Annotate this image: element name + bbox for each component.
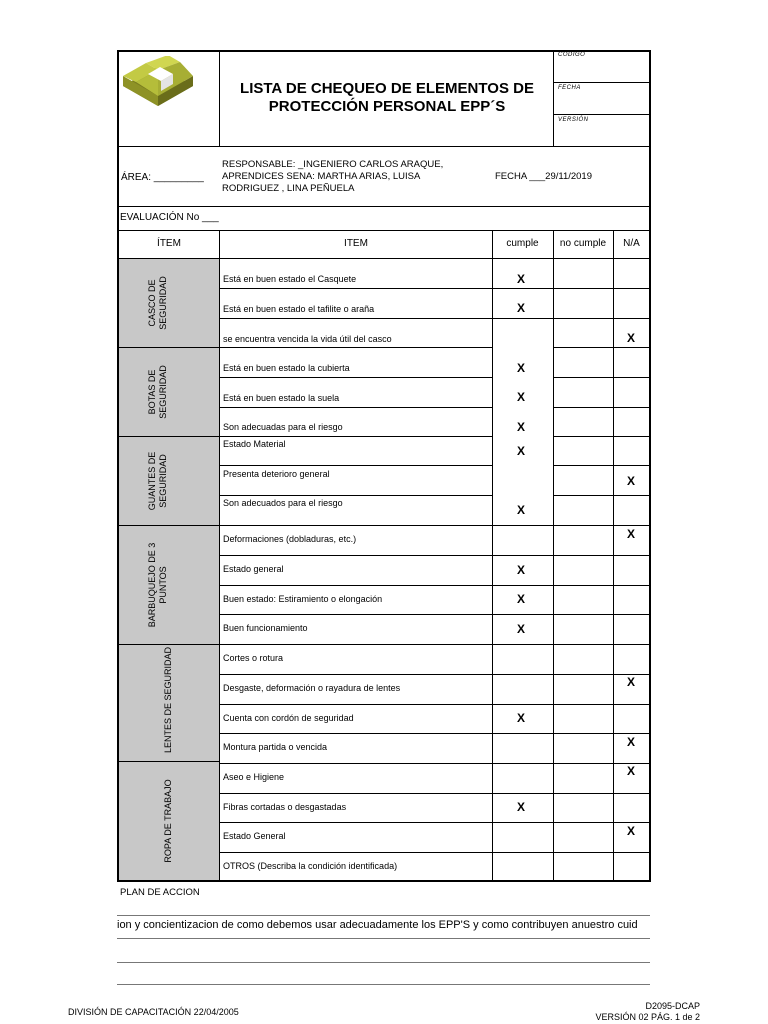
codigo-label: CODIGO [558, 52, 586, 58]
checklist-item: Deformaciones (dobladuras, etc.) [223, 534, 357, 544]
divider [117, 258, 650, 259]
divider [553, 318, 650, 319]
mark-cumple: X [516, 301, 525, 315]
document-title [222, 80, 552, 116]
divider [553, 585, 650, 586]
divider [553, 525, 650, 526]
mark-cumple: X [516, 503, 525, 517]
checklist-item: Está en buen estado la suela [223, 393, 340, 403]
mark-na: X [626, 331, 635, 345]
divider [117, 146, 650, 147]
divider [492, 585, 553, 586]
mark-na: X [626, 527, 635, 541]
responsable-line-2: APRENDICES SENA: MARTHA ARIAS, LUISA [222, 171, 421, 182]
divider [219, 495, 492, 496]
divider [219, 585, 492, 586]
divider [492, 704, 553, 705]
divider [553, 644, 650, 645]
divider [492, 644, 553, 645]
checklist-item: Está en buen estado el tafilite o araña [223, 304, 375, 314]
frame-top [117, 50, 651, 52]
checklist-item: Montura partida o vencida [223, 742, 328, 752]
footer-code: D2095-DCAP [645, 1001, 700, 1011]
column-header-no-cumple: no cumple [559, 238, 607, 249]
divider [219, 318, 492, 319]
divider [219, 733, 492, 734]
divider [219, 555, 492, 556]
mark-cumple: X [516, 622, 525, 636]
divider [219, 763, 492, 764]
divider [117, 347, 220, 348]
column-header-category: ÍTEM [157, 238, 181, 249]
divider [219, 288, 492, 289]
divider [492, 525, 553, 526]
plan-text-content: ion y concientizacion de como debemos usar adecuadamente los EPP'S y como contribuyen anuestro cuid [117, 919, 638, 931]
plan-line [117, 984, 650, 985]
version-label: VERSIÓN [558, 117, 589, 123]
divider [553, 555, 650, 556]
divider [553, 347, 650, 348]
divider [492, 614, 553, 615]
area-field: ÁREA: _________ [121, 172, 204, 183]
checklist-item: Estado Material [223, 439, 286, 449]
divider [219, 704, 492, 705]
checklist-item: OTROS (Describa la condición identificada) [223, 861, 398, 871]
divider [117, 644, 220, 645]
mark-cumple: X [516, 444, 525, 458]
divider [219, 822, 492, 823]
mark-na: X [626, 675, 635, 689]
checklist-item: Son adecuadas para el riesgo [223, 422, 343, 432]
divider [219, 377, 492, 378]
plan-line [117, 938, 650, 939]
plan-label: PLAN DE ACCION [120, 887, 200, 898]
checklist-item: Cuenta con cordón de seguridad [223, 713, 354, 723]
checklist-item: Cortes o rotura [223, 653, 284, 663]
divider [553, 50, 554, 147]
category-label-lentes: LENTES DE SEGURIDAD [163, 646, 173, 753]
divider [553, 407, 650, 408]
category-label-botas: BOTAS DE SEGURIDAD [147, 365, 168, 419]
divider [553, 674, 650, 675]
column-header-na: N/A [623, 238, 640, 249]
divider [553, 288, 650, 289]
responsable-line-3: RODRIGUEZ , LINA PEÑUELA [222, 183, 355, 194]
plan-line [117, 915, 650, 916]
title-line-2: PROTECCIÓN PERSONAL EPP´S [268, 98, 506, 115]
divider [219, 644, 492, 645]
divider [553, 822, 650, 823]
category-label-guantes: GUANTES DE SEGURIDAD [147, 451, 168, 511]
category-label-ropa: ROPA DE TRABAJO [163, 779, 173, 863]
mark-cumple: X [516, 390, 525, 404]
mark-cumple: X [516, 800, 525, 814]
plan-text [117, 919, 650, 931]
fecha-label: FECHA [558, 85, 581, 91]
divider [219, 852, 492, 853]
divider [219, 614, 492, 615]
mark-cumple: X [516, 272, 525, 286]
mark-cumple: X [516, 420, 525, 434]
divider [553, 614, 650, 615]
divider [492, 318, 553, 319]
divider [553, 495, 650, 496]
mark-na: X [626, 735, 635, 749]
divider [492, 733, 553, 734]
checklist-item: Aseo e Higiene [223, 772, 285, 782]
divider [553, 377, 650, 378]
divider [117, 206, 650, 207]
checklist-item: Desgaste, deformación o rayadura de lentes [223, 683, 401, 693]
mark-cumple: X [516, 711, 525, 725]
evaluacion-field: EVALUACIÓN No ___ [120, 212, 219, 223]
category-label-casco: CASCO DE SEGURIDAD [147, 276, 168, 330]
divider [219, 793, 492, 794]
column-header-cumple: cumple [506, 238, 539, 249]
checklist-item: Buen funcionamiento [223, 623, 308, 633]
frame-bottom [117, 880, 651, 882]
category-label-barbuquejo: BARBUQUEJO DE 3 PUNTOS [147, 542, 168, 628]
divider [492, 288, 553, 289]
divider [117, 230, 650, 231]
checklist-item: Está en buen estado la cubierta [223, 363, 350, 373]
checklist-item: Presenta deterioro general [223, 469, 330, 479]
divider [553, 436, 650, 437]
mark-cumple: X [516, 361, 525, 375]
divider [553, 82, 650, 83]
mark-cumple: X [516, 563, 525, 577]
divider [117, 525, 220, 526]
frame-left [117, 50, 119, 881]
title-line-1: LISTA DE CHEQUEO DE ELEMENTOS DE [240, 80, 534, 97]
divider [219, 347, 492, 348]
divider [117, 436, 220, 437]
divider [553, 465, 650, 466]
divider [553, 704, 650, 705]
checklist-item: Estado general [223, 564, 284, 574]
mark-na: X [626, 824, 635, 838]
checklist-item: Fibras cortadas o desgastadas [223, 802, 347, 812]
mark-na: X [626, 764, 635, 778]
divider [117, 761, 220, 762]
plan-line [117, 962, 650, 963]
divider [492, 674, 553, 675]
checklist-item: Estado General [223, 831, 286, 841]
divider [219, 465, 492, 466]
divider [219, 436, 492, 437]
mark-na: X [626, 474, 635, 488]
divider [553, 114, 650, 115]
divider [553, 733, 650, 734]
checklist-item: se encuentra vencida la vida útil del casco [223, 334, 392, 344]
divider [492, 555, 553, 556]
checklist-item: Son adecuados para el riesgo [223, 498, 343, 508]
divider [219, 674, 492, 675]
fecha-field: FECHA ___29/11/2019 [495, 171, 593, 182]
divider [492, 852, 553, 853]
company-logo [118, 56, 198, 116]
checklist-item: Buen estado: Estiramiento o elongación [223, 594, 383, 604]
checklist-item: Está en buen estado el Casquete [223, 274, 357, 284]
divider [219, 407, 492, 408]
divider [553, 852, 650, 853]
mark-cumple: X [516, 592, 525, 606]
responsable-line-1: RESPONSABLE: _INGENIERO CARLOS ARAQUE, [222, 159, 444, 170]
divider [492, 822, 553, 823]
divider [219, 50, 220, 147]
footer-version: VERSIÓN 02 PÁG. 1 de 2 [595, 1012, 700, 1022]
divider [553, 763, 650, 764]
divider [553, 793, 650, 794]
divider [492, 763, 553, 764]
footer-doc-code [540, 1001, 700, 1023]
divider [492, 793, 553, 794]
column-header-item: ITEM [344, 238, 368, 249]
divider [219, 525, 492, 526]
footer-division: DIVISIÓN DE CAPACITACIÓN 22/04/2005 [68, 1007, 239, 1017]
